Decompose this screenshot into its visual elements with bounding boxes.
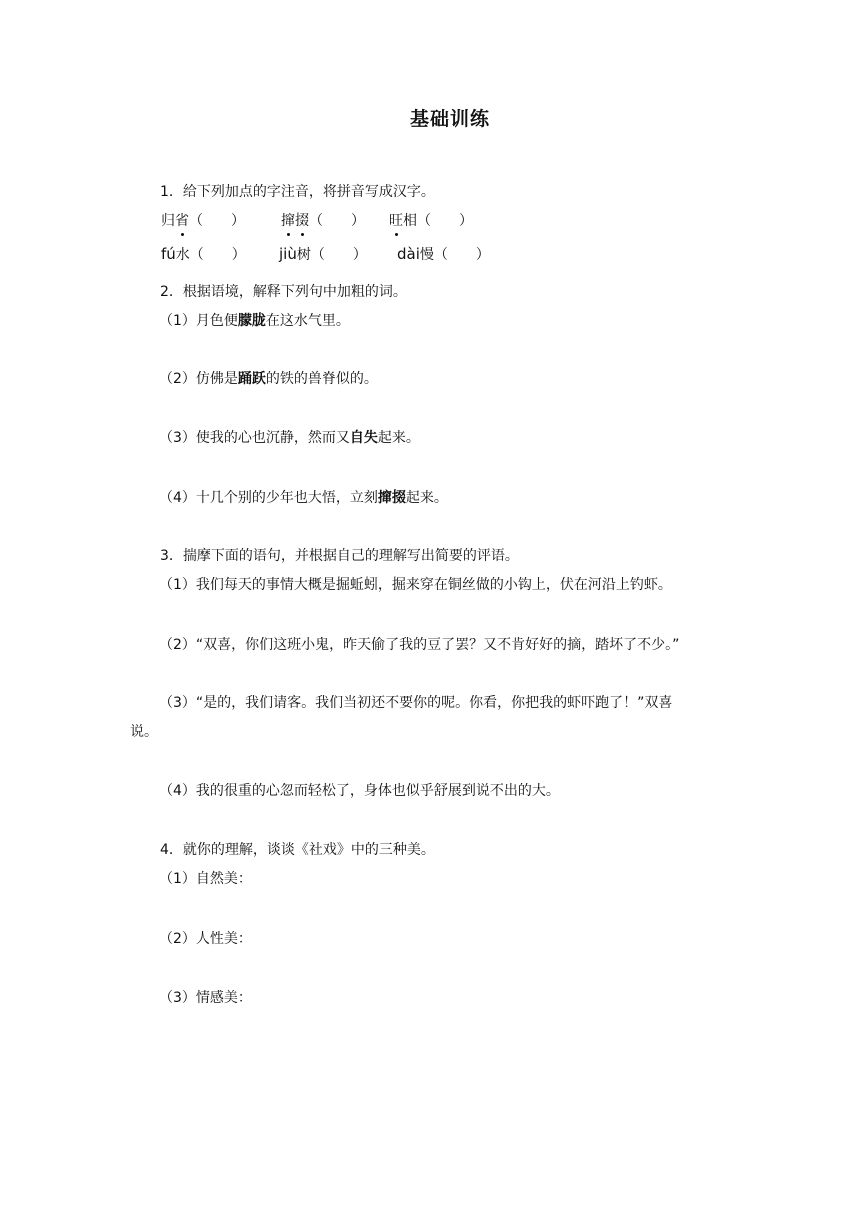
dotted-char: 撺 [281,210,295,232]
q2-item-post: 起来。 [377,430,420,446]
q3-item-1: （1）我们每天的事情大概是掘蚯蚓，掘来穿在铜丝做的小钩上，伏在河沿上钓虾。 [159,577,672,593]
q1-item-jiushu [279,243,367,266]
q1-item-char: 慢 [419,247,434,263]
q1-item-suffix: 相 [403,213,417,229]
q1-item-wangxiang [389,210,473,232]
q1-item-guixing [161,210,245,232]
q2-item-post: 的铁的兽脊似的。 [265,371,378,387]
dotted-char: 省 [175,210,189,232]
q2-item-2 [159,369,378,389]
dotted-char: 旺 [389,210,403,232]
q1-row-2 [161,243,761,265]
q4-item-2: （2）人性美： [159,931,252,947]
bold-word: 自失 [349,430,378,446]
bold-word: 踊跃 [237,371,266,387]
pinyin-text: jiù [279,245,297,263]
q1-item-daiman [397,243,490,266]
question-2-text: 2．根据语境，解释下列句中加粗的词。 [160,284,407,300]
q1-item-cuanduo [281,210,365,232]
q3-item-4: （4）我的很重的心忽而轻松了，身体也似乎舒展到说不出的大。 [159,783,560,799]
q2-item-post: 在这水气里。 [265,313,350,329]
bold-word: 撺掇 [377,490,406,506]
page-title: 基础训练 [409,108,490,130]
question-3-text: 3．揣摩下面的语句，并根据自己的理解写出简要的评语。 [160,548,519,564]
q2-item-post: 起来。 [405,490,448,506]
q2-item-3 [159,428,420,448]
q2-item-pre: （1）月色便 [159,313,238,329]
pinyin-text: dài [397,245,420,263]
q2-item-pre: （3）使我的心也沉静，然而又 [159,430,350,446]
bold-word: 朦胧 [237,313,266,329]
answer-blank[interactable]: （ ） [433,247,490,263]
q1-row-1 [161,210,761,232]
q2-item-pre: （4）十几个别的少年也大悟，立刻 [159,490,378,506]
q3-item-3-cont: 说。 [130,724,158,740]
q2-item-pre: （2）仿佛是 [159,371,238,387]
q1-item-prefix: 归 [161,213,175,229]
answer-blank[interactable]: （ ） [310,247,367,263]
pinyin-text: fú [161,245,176,263]
question-1-text: 1．给下列加点的字注音，将拼音写成汉字。 [160,184,435,200]
q2-item-1 [159,311,350,331]
answer-blank[interactable]: （ ） [417,213,473,229]
q2-item-4 [159,488,448,508]
q1-item-char: 水 [175,247,190,263]
q3-item-2: （2）“双喜，你们这班小鬼，昨天偷了我的豆了罢？又不肯好好的摘，踏坏了不少。” [159,637,680,653]
answer-blank[interactable]: （ ） [189,247,246,263]
answer-blank[interactable]: （ ） [309,213,365,229]
q1-item-fushui [161,243,246,266]
question-4-text: 4．就你的理解，谈谈《社戏》中的三种美。 [160,842,435,858]
q3-item-3: （3）“是的，我们请客。我们当初还不要你的呢。你看，你把我的虾吓跑了！”双喜 [159,695,673,711]
q4-item-1: （1）自然美： [159,871,252,887]
answer-blank[interactable]: （ ） [189,213,245,229]
q1-item-char: 树 [296,247,311,263]
q4-item-3: （3）情感美： [159,990,252,1006]
dotted-char: 掇 [295,210,309,232]
